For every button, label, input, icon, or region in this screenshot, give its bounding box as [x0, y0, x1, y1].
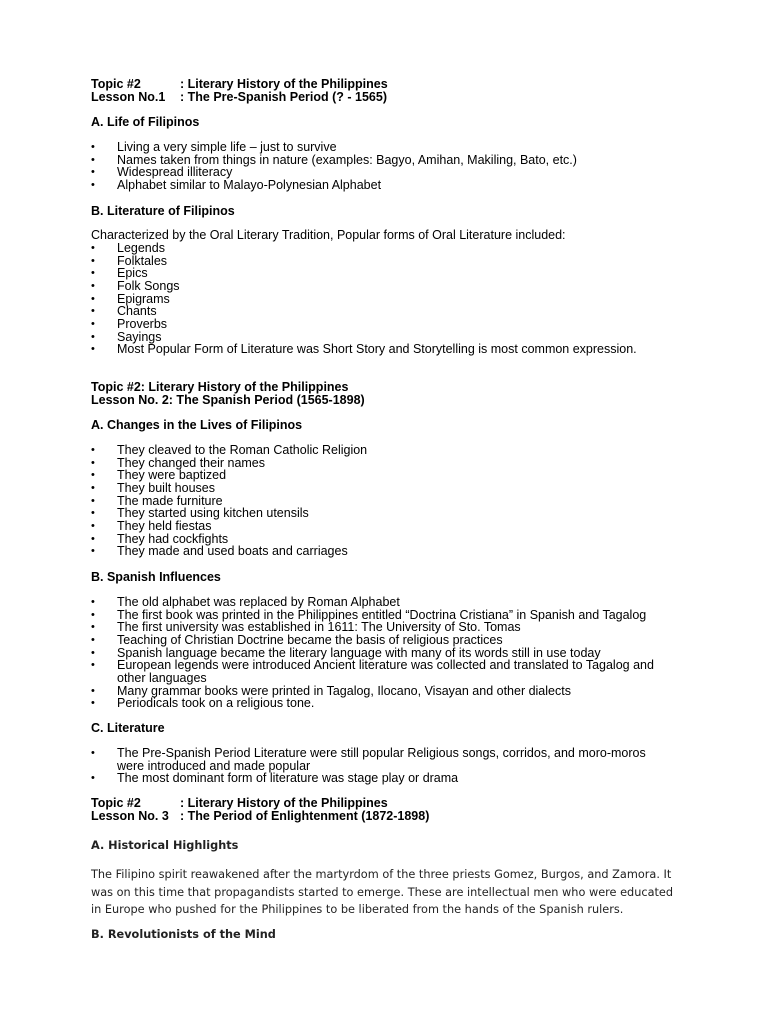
lesson2-topic: Topic #2: Literary History of the Philippines [91, 380, 349, 394]
lesson1-header [91, 78, 388, 104]
lesson1-life-list [91, 141, 691, 192]
list-item: • Chants [91, 305, 691, 318]
lesson1-section-b-heading: B. Literature of Filipinos [91, 204, 235, 218]
list-item: • Names taken from things in nature (examples: Bagyo, Amihan, Makiling, Bato, etc.) [91, 154, 691, 167]
lesson3-header [91, 797, 429, 823]
lesson3-section-a-heading: A. Historical Highlights [91, 839, 239, 852]
list-item: • The first university was established in 1611: The University of Sto. Tomas [91, 621, 691, 634]
list-item: • They changed their names [91, 457, 691, 470]
lesson3-section-b-heading: B. Revolutionists of the Mind [91, 928, 276, 941]
list-item: • Teaching of Christian Doctrine became the basis of religious practices [91, 634, 691, 647]
lesson1-literature-list [91, 242, 691, 356]
lesson2-section-a-heading: A. Changes in the Lives of Filipinos [91, 418, 303, 432]
list-item: • The most dominant form of literature was stage play or drama [91, 772, 691, 785]
list-item: • Many grammar books were printed in Tagalog, Ilocano, Visayan and other dialects [91, 685, 691, 698]
lesson2-section-c-heading: C. Literature [91, 721, 165, 735]
list-item: • Living a very simple life – just to survive [91, 141, 691, 154]
list-item: • They were baptized [91, 469, 691, 482]
lesson1-lesson-key: Lesson No.1 [91, 90, 166, 104]
lesson1-lesson-value: : The Pre-Spanish Period (? - 1565) [180, 90, 387, 104]
lesson2-section-b-heading: B. Spanish Influences [91, 570, 221, 584]
list-item: • They held fiestas [91, 520, 691, 533]
lesson2-lesson: Lesson No. 2: The Spanish Period (1565-1898) [91, 393, 365, 407]
list-item: • Most Popular Form of Literature was Short Story and Storytelling is most common expression. [91, 343, 691, 356]
lesson3-lesson-key: Lesson No. 3 [91, 809, 169, 823]
list-item: • They made and used boats and carriages [91, 545, 691, 558]
list-item: • European legends were introduced Ancient literature was collected and translated to Tagalog and other languages [91, 659, 662, 684]
lesson3-topic-value: : Literary History of the Philippines [180, 796, 388, 810]
lesson2-influences-list [91, 596, 691, 710]
list-item: • Periodicals took on a religious tone. [91, 697, 691, 710]
list-item: • They cleaved to the Roman Catholic Religion [91, 444, 691, 457]
list-item: • Sayings [91, 331, 691, 344]
list-item: • The first book was printed in the Philippines entitled “Doctrina Cristiana” in Spanish and Tagalog [91, 609, 691, 622]
list-item: • Alphabet similar to Malayo-Polynesian Alphabet [91, 179, 691, 192]
list-item: • Folktales [91, 255, 691, 268]
list-item: • They had cockfights [91, 533, 691, 546]
lesson3-paragraph: The Filipino spirit reawakened after the martyrdom of the three priests Gomez, Burgos, and Zamora. It was on this time that propagandists started to emerge. These are intellectual men who were educated in Europe who pushed for the Philippines to be liberated from the hands of the Spanish rulers. [91, 868, 674, 916]
list-item: • The made furniture [91, 495, 691, 508]
lesson3-topic-key: Topic #2 [91, 796, 141, 810]
list-item: • Widespread illiteracy [91, 166, 691, 179]
lesson2-header [91, 381, 365, 407]
list-item: • They built houses [91, 482, 691, 495]
list-item: • They started using kitchen utensils [91, 507, 691, 520]
list-item: • Proverbs [91, 318, 691, 331]
list-item: • Epics [91, 267, 691, 280]
list-item: • Epigrams [91, 293, 691, 306]
list-item: • The Pre-Spanish Period Literature were still popular Religious songs, corridos, and moro-moros were introduced and made popular [91, 747, 653, 772]
list-item: • Legends [91, 242, 691, 255]
lesson3-lesson-value: : The Period of Enlightenment (1872-1898) [180, 809, 430, 823]
list-item: • Spanish language became the literary language with many of its words still in use today [91, 647, 691, 660]
lesson1-topic-value: : Literary History of the Philippines [180, 77, 388, 91]
lesson1-topic-key: Topic #2 [91, 77, 141, 91]
lesson1-section-a-heading: A. Life of Filipinos [91, 115, 200, 129]
lesson1-literature-intro: Characterized by the Oral Literary Tradition, Popular forms of Oral Literature included: [91, 228, 566, 242]
list-item: • The old alphabet was replaced by Roman Alphabet [91, 596, 691, 609]
lesson2-changes-list [91, 444, 691, 558]
list-item: • Folk Songs [91, 280, 691, 293]
lesson2-literature-list [91, 747, 691, 785]
